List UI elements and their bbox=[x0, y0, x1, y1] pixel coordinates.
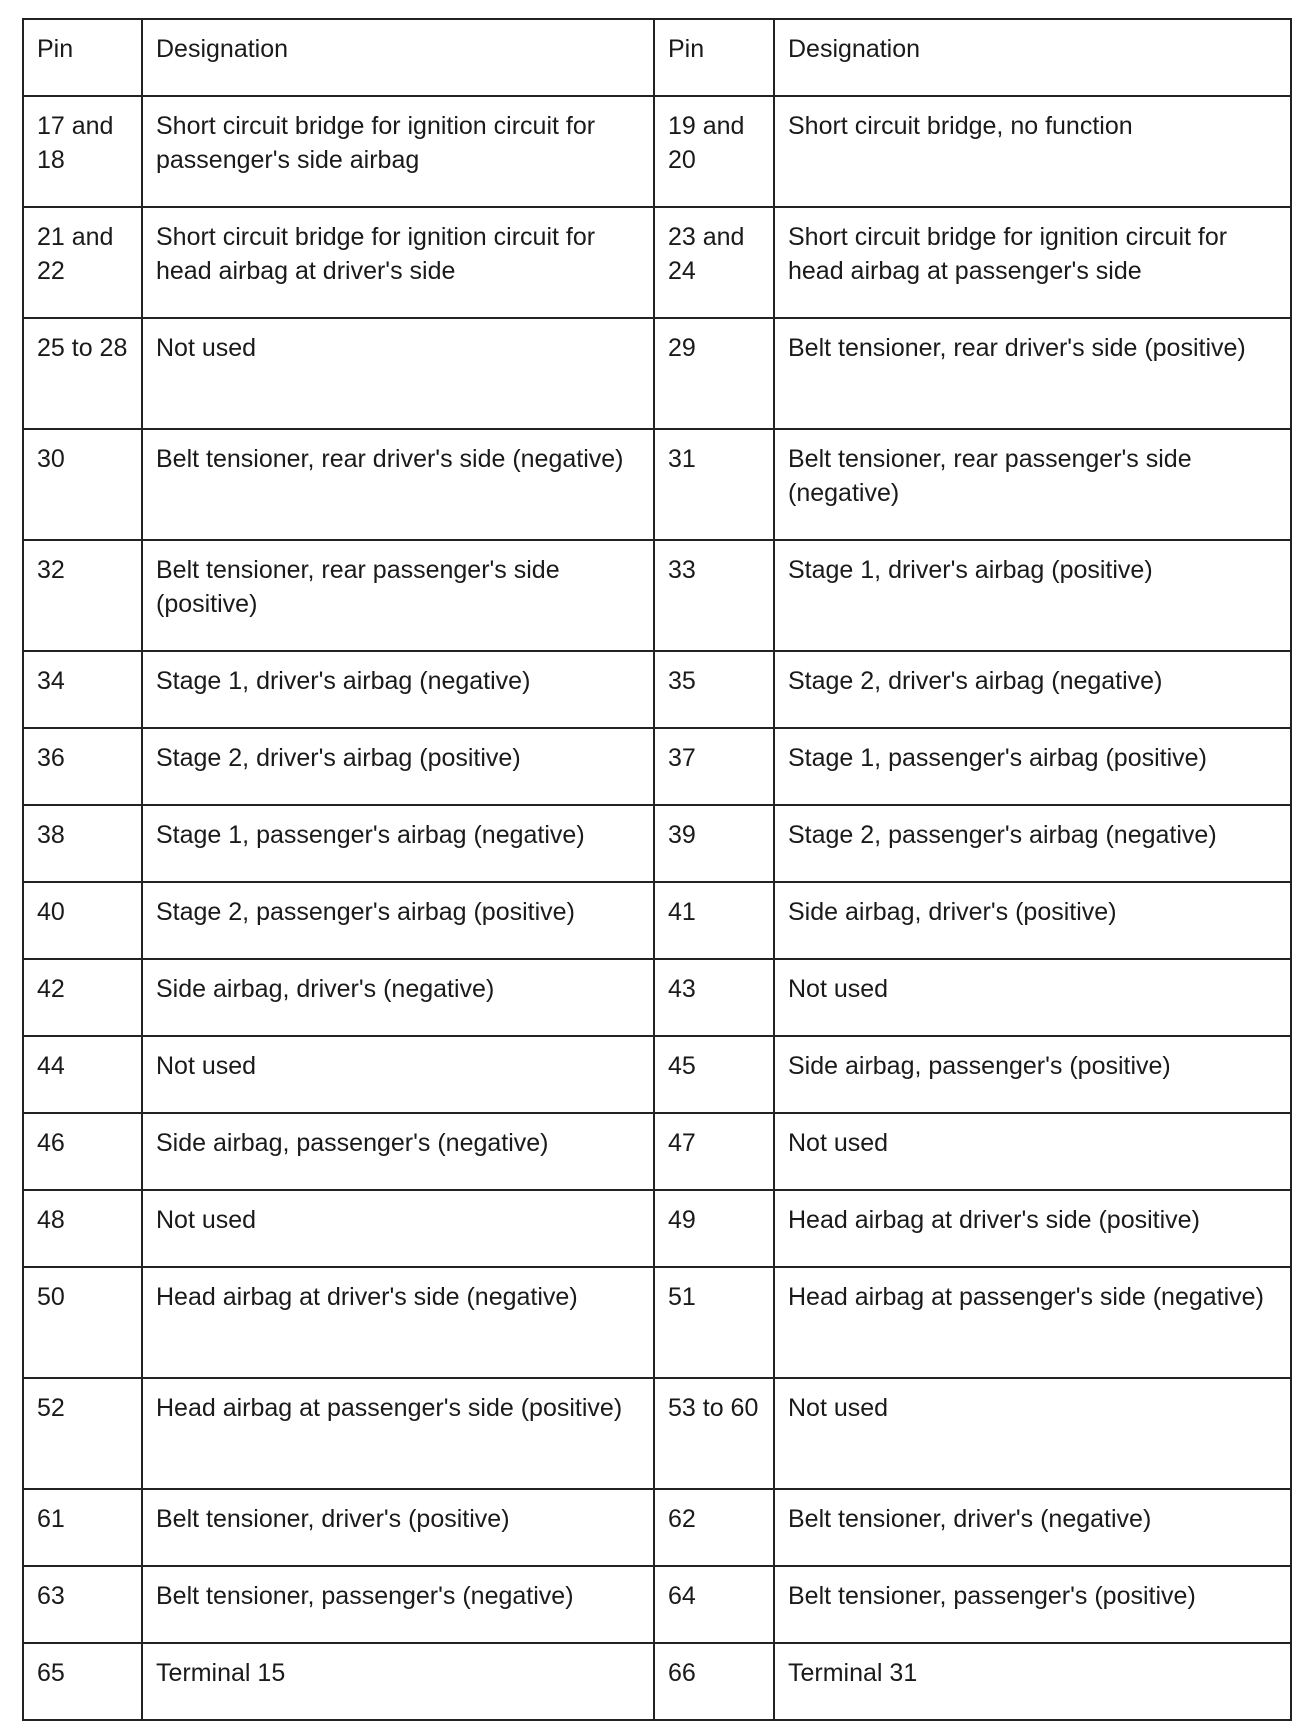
designation-cell: Not used bbox=[774, 959, 1291, 1036]
header-designation-left: Designation bbox=[142, 19, 654, 96]
table-row bbox=[23, 805, 1291, 882]
designation-cell: Not used bbox=[142, 318, 654, 429]
table-row bbox=[23, 96, 1291, 207]
table-row bbox=[23, 1643, 1291, 1720]
table-row bbox=[23, 429, 1291, 540]
designation-cell: Not used bbox=[774, 1378, 1291, 1489]
pin-cell: 62 bbox=[654, 1489, 774, 1566]
designation-cell: Belt tensioner, rear driver's side (negative) bbox=[142, 429, 654, 540]
designation-cell: Stage 1, driver's airbag (positive) bbox=[774, 540, 1291, 651]
designation-cell: Not used bbox=[142, 1036, 654, 1113]
table-row bbox=[23, 882, 1291, 959]
table-row bbox=[23, 959, 1291, 1036]
pin-cell: 52 bbox=[23, 1378, 142, 1489]
pin-cell: 64 bbox=[654, 1566, 774, 1643]
designation-cell: Short circuit bridge, no function bbox=[774, 96, 1291, 207]
table-row bbox=[23, 651, 1291, 728]
pin-cell: 34 bbox=[23, 651, 142, 728]
pin-cell: 63 bbox=[23, 1566, 142, 1643]
pin-cell: 61 bbox=[23, 1489, 142, 1566]
designation-cell: Stage 2, driver's airbag (negative) bbox=[774, 651, 1291, 728]
table-row bbox=[23, 1566, 1291, 1643]
pin-cell: 46 bbox=[23, 1113, 142, 1190]
designation-cell: Stage 1, passenger's airbag (positive) bbox=[774, 728, 1291, 805]
pin-cell: 50 bbox=[23, 1267, 142, 1378]
pin-cell: 47 bbox=[654, 1113, 774, 1190]
designation-cell: Not used bbox=[774, 1113, 1291, 1190]
pin-cell: 31 bbox=[654, 429, 774, 540]
designation-cell: Stage 1, passenger's airbag (negative) bbox=[142, 805, 654, 882]
pin-cell: 41 bbox=[654, 882, 774, 959]
designation-cell: Terminal 15 bbox=[142, 1643, 654, 1720]
designation-cell: Side airbag, driver's (positive) bbox=[774, 882, 1291, 959]
designation-cell: Stage 1, driver's airbag (negative) bbox=[142, 651, 654, 728]
designation-cell: Belt tensioner, driver's (negative) bbox=[774, 1489, 1291, 1566]
table-row bbox=[23, 540, 1291, 651]
designation-cell: Belt tensioner, rear passenger's side (positive) bbox=[142, 540, 654, 651]
pin-cell: 65 bbox=[23, 1643, 142, 1720]
designation-cell: Stage 2, driver's airbag (positive) bbox=[142, 728, 654, 805]
pin-cell: 36 bbox=[23, 728, 142, 805]
pin-cell: 39 bbox=[654, 805, 774, 882]
designation-cell: Side airbag, passenger's (positive) bbox=[774, 1036, 1291, 1113]
pin-cell: 33 bbox=[654, 540, 774, 651]
pin-cell: 17 and 18 bbox=[23, 96, 142, 207]
pin-cell: 48 bbox=[23, 1190, 142, 1267]
table-row bbox=[23, 1489, 1291, 1566]
pin-cell: 53 to 60 bbox=[654, 1378, 774, 1489]
pin-cell: 19 and 20 bbox=[654, 96, 774, 207]
header-designation-right: Designation bbox=[774, 19, 1291, 96]
designation-cell: Not used bbox=[142, 1190, 654, 1267]
designation-cell: Head airbag at passenger's side (negative) bbox=[774, 1267, 1291, 1378]
pin-cell: 43 bbox=[654, 959, 774, 1036]
table-row bbox=[23, 1267, 1291, 1378]
designation-cell: Belt tensioner, passenger's (negative) bbox=[142, 1566, 654, 1643]
header-pin-right: Pin bbox=[654, 19, 774, 96]
pin-cell: 38 bbox=[23, 805, 142, 882]
designation-cell: Stage 2, passenger's airbag (positive) bbox=[142, 882, 654, 959]
table-row bbox=[23, 207, 1291, 318]
table-row bbox=[23, 318, 1291, 429]
pin-cell: 30 bbox=[23, 429, 142, 540]
table-header-row bbox=[23, 19, 1291, 96]
pin-cell: 45 bbox=[654, 1036, 774, 1113]
designation-cell: Belt tensioner, rear passenger's side (negative) bbox=[774, 429, 1291, 540]
table-row bbox=[23, 728, 1291, 805]
designation-cell: Head airbag at passenger's side (positive) bbox=[142, 1378, 654, 1489]
designation-cell: Short circuit bridge for ignition circuit for passenger's side airbag bbox=[142, 96, 654, 207]
designation-cell: Belt tensioner, driver's (positive) bbox=[142, 1489, 654, 1566]
pin-cell: 21 and 22 bbox=[23, 207, 142, 318]
designation-cell: Side airbag, driver's (negative) bbox=[142, 959, 654, 1036]
designation-cell: Head airbag at driver's side (positive) bbox=[774, 1190, 1291, 1267]
pin-cell: 42 bbox=[23, 959, 142, 1036]
header-pin-left: Pin bbox=[23, 19, 142, 96]
pin-cell: 44 bbox=[23, 1036, 142, 1113]
pin-cell: 37 bbox=[654, 728, 774, 805]
table-row bbox=[23, 1378, 1291, 1489]
pin-cell: 23 and 24 bbox=[654, 207, 774, 318]
designation-cell: Short circuit bridge for ignition circuit for head airbag at passenger's side bbox=[774, 207, 1291, 318]
table-row bbox=[23, 1190, 1291, 1267]
designation-cell: Side airbag, passenger's (negative) bbox=[142, 1113, 654, 1190]
pin-cell: 49 bbox=[654, 1190, 774, 1267]
designation-cell: Belt tensioner, passenger's (positive) bbox=[774, 1566, 1291, 1643]
designation-cell: Short circuit bridge for ignition circuit for head airbag at driver's side bbox=[142, 207, 654, 318]
pin-cell: 25 to 28 bbox=[23, 318, 142, 429]
pin-assignment-table bbox=[22, 18, 1292, 1721]
pin-cell: 35 bbox=[654, 651, 774, 728]
designation-cell: Stage 2, passenger's airbag (negative) bbox=[774, 805, 1291, 882]
pin-cell: 51 bbox=[654, 1267, 774, 1378]
pin-cell: 32 bbox=[23, 540, 142, 651]
designation-cell: Terminal 31 bbox=[774, 1643, 1291, 1720]
designation-cell: Belt tensioner, rear driver's side (positive) bbox=[774, 318, 1291, 429]
table-row bbox=[23, 1036, 1291, 1113]
pin-cell: 40 bbox=[23, 882, 142, 959]
pin-cell: 66 bbox=[654, 1643, 774, 1720]
table-row bbox=[23, 1113, 1291, 1190]
designation-cell: Head airbag at driver's side (negative) bbox=[142, 1267, 654, 1378]
pin-cell: 29 bbox=[654, 318, 774, 429]
